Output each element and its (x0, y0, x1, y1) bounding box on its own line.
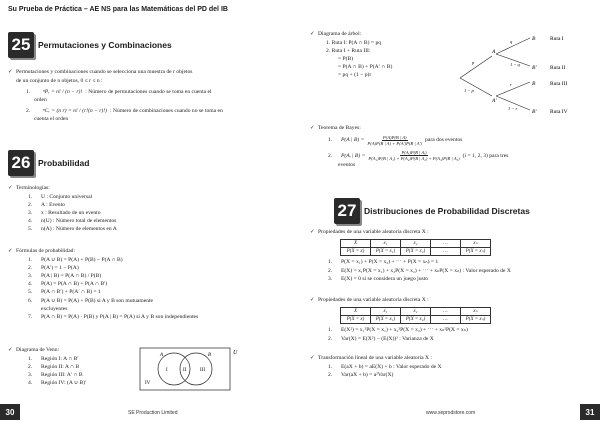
table-header-cell: X (341, 239, 371, 247)
page-header: Su Prueba de Práctica – AE NS para las Matemáticas del PD del IB (8, 6, 228, 13)
table-header-cell: X (341, 307, 371, 315)
route-ii: Ruta II (550, 65, 566, 71)
svg-text:B′: B′ (532, 109, 537, 115)
svg-text:B: B (532, 36, 536, 42)
route-iii: Ruta III (550, 81, 568, 87)
section-number-badge: 27 (334, 198, 360, 224)
permutations-block: ✓ Permutaciones y combinaciones cuando se selecciona una muestra de r objetos de un conjunto de n objetos, 0 ≤ r ≤ n : 1. ⁿPᵣ = n! / (n − r)! : Número de permutaciones cuando se toma en cuenta el orden 2. ⁿCᵣ = (n r) = n! / (r!(n − r)!) : Número de combinaciones cuando no se toma en cuenta el orden (8, 69, 223, 123)
distribution-table-2 (340, 307, 491, 325)
venn-region-item: 1. Región I: A ∩ B′ (28, 355, 79, 362)
discrete-properties-2: ✓ Propiedades de una variable aleatoria discreta X : X x₁ x₂ … xₙ P(X = x) P(X = x₁) P(X = x₂) … P(X = xₙ) 1. E(X²) = x₁²P(X = x₁) + x₂²P(X = x₂) + ⋯ + xₙ²P(X = xₙ) 2. Var(X) = E(X²) − (E(X))² : Varianza de X (310, 296, 595, 343)
store-url: www.seprodstore.com (426, 410, 476, 416)
check-icon: ✓ (8, 248, 13, 254)
table-header-cell: xₙ (461, 307, 491, 315)
check-icon: ✓ (310, 31, 315, 37)
terminology-item: 5. n(A) : Número de elementos en A (28, 226, 117, 233)
table-cell: … (431, 248, 461, 256)
transform-item: 1. E(aX + b) = aE(X) + b : Valor esperado de X (328, 363, 442, 370)
venn-region-i: I (166, 368, 168, 373)
table-cell: P(X = xₙ) (461, 316, 491, 324)
table-header-cell: x₁ (371, 307, 401, 315)
probability-formula-item: 7. P(A ∩ B) = P(A) · P(B) y P(A | B) = P(A) si A y B son independientes (28, 313, 199, 320)
section-title: Probabilidad (38, 158, 90, 168)
linear-transform-block: ✓ Transformación lineal de una variable aleatoria X : 1. E(aX + b) = aE(X) + b : Valor esperado de X 2. Var(aX + b) = a²Var(X) (310, 354, 595, 379)
venn-region-ii: II (183, 368, 187, 373)
discrete-properties-1: ✓ Propiedades de una variable aleatoria discreta X : X x₁ x₂ … xₙ P(X = x) P(X = x₁) P(X = x₂) … P(X = xₙ) 1. P(X = x₁) + P(X = x₂) + ⋯ + P(X = xₙ) = 1 2. E(X) = x₁P(X = x₁) + x₂P(X = x₂) + ⋯ + xₙP(X = xₙ) : Valor esperado de X 3. E(X) = 0 si se considera un juego justo (310, 228, 595, 283)
check-icon: ✓ (310, 229, 315, 235)
probability-formula-item: 3. P(A | B) = P(A ∩ B) / P(B) (28, 273, 102, 280)
section-27-heading (334, 198, 530, 224)
property-item: 2. Var(X) = E(X²) − (E(X))² : Varianza de X (328, 335, 434, 342)
table-cell: … (431, 316, 461, 324)
check-icon: ✓ (310, 125, 315, 131)
svg-text:A: A (492, 49, 496, 55)
svg-text:p: p (472, 60, 475, 65)
combination-formula: ⁿCᵣ = (n r) = n! / (r!(n − r)!) (43, 108, 108, 115)
table-cell: P(X = x₁) (371, 316, 401, 324)
svg-text:r: r (510, 82, 512, 87)
venn-region-item: 4. Región IV: (A ∪ B)′ (28, 380, 87, 387)
terminology-item: 2. A : Evento (28, 202, 65, 209)
table-cell: P(X = x₁) (371, 248, 401, 256)
section-number-badge: 25 (8, 32, 34, 58)
publisher: SE Production Limited (128, 410, 178, 416)
probability-formula-item: 2. P(A′) = 1 − P(A) (28, 265, 79, 272)
svg-text:1 − q: 1 − q (510, 62, 520, 67)
venn-block: ✓ Diagrama de Venn: 1. Región I: A ∩ B′ 2. Región II: A ∩ B 3. Región III: A′ ∩ B 4. Región IV: (A ∪ B)′ (8, 346, 138, 387)
check-icon: ✓ (8, 69, 13, 75)
bayes-block: ✓ Teorema de Bayes: 1. P(A | B) = $\frac{P(A)P(B | A)}{P(A)P(B | A) + P(A')P(B | A')}$ para dos eventos 2. P(Aᵢ | B) = $\frac{\text{P(Aᵢ)P(B | Aᵢ)}}{\text{P(A₁)P(B | A₁) + P(A₂)P(B | A₂) + P(A₃)P(B | A₃)}}$ (i = 1, 2, 3) para tres eventos (310, 125, 509, 169)
page-number-left: 30 (0, 404, 20, 420)
svg-text:A′: A′ (492, 98, 497, 104)
bayes-two-events-fraction: $\frac{P(A)P(B | A)}{P(A)P(B | A) + P(A')P(B | A')}$ (367, 134, 423, 147)
check-icon: ✓ (310, 297, 315, 303)
property-item: 3. E(X) = 0 si se considera un juego justo (328, 275, 429, 282)
section-26-heading (8, 150, 89, 176)
table-cell: P(X = x₂) (401, 248, 431, 256)
permutation-formula: ⁿPᵣ = n! / (n − r)! (43, 89, 83, 96)
check-icon: ✓ (310, 355, 315, 361)
venn-region-iii: III (200, 368, 205, 373)
probability-formula-item: 5. P(A ∩ B′) + P(A′ ∩ B) = 1 (28, 289, 101, 296)
route-iv: Ruta IV (550, 109, 568, 115)
venn-label-b: B (208, 353, 212, 358)
probability-formula-item: 4. P(A) = P(A ∩ B) + P(A ∩ B′) (28, 281, 108, 288)
table-cell: P(X = x) (341, 316, 371, 324)
check-icon: ✓ (8, 347, 13, 353)
svg-text:B: B (532, 81, 536, 87)
route-i: Ruta I (550, 36, 564, 42)
table-header-cell: x₂ (401, 307, 431, 315)
section-title: Distribuciones de Probabilidad Discretas (364, 206, 530, 216)
table-cell: P(X = xₙ) (461, 248, 491, 256)
tree-diagram (450, 30, 590, 116)
property-item: 1. E(X²) = x₁²P(X = x₁) + x₂²P(X = x₂) + ⋯ + xₙ²P(X = xₙ) (328, 327, 468, 334)
venn-diagram (138, 346, 238, 392)
venn-region-item: 3. Región III: A′ ∩ B (28, 372, 83, 379)
page-number-right: 31 (580, 404, 600, 420)
svg-text:q: q (510, 39, 513, 44)
probability-formula-item: 1. P(A ∪ B) = P(A) + P(B) − P(A ∩ B) (28, 256, 123, 263)
svg-text:B′: B′ (532, 65, 537, 71)
terminology-block: ✓ Terminologías: 1. U : Conjunto universal 2. A : Evento 3. x : Resultado de un evento 4. n(U) : Número total de elementos 5. n(A) : Número de elementos en A (8, 184, 293, 234)
property-item: 2. E(X) = x₁P(X = x₁) + x₂P(X = x₂) + ⋯ + xₙP(X = xₙ) : Valor esperado de X (328, 267, 511, 274)
svg-text:1 − p: 1 − p (464, 88, 474, 93)
probability-formula-item: excluyentes (41, 305, 68, 312)
table-header-cell: … (431, 307, 461, 315)
transform-item: 2. Var(aX + b) = a²Var(X) (328, 372, 394, 379)
table-cell: P(X = x₂) (401, 316, 431, 324)
table-header-cell: x₂ (401, 239, 431, 247)
probability-formulas-block: ✓ Fórmulas de probabilidad: 1. P(A ∪ B) = P(A) + P(B) − P(A ∩ B) 2. P(A′) = 1 − P(A) 3. P(A | B) = P(A ∩ B) / P(B) 4. P(A) = P(A ∩ B) + P(A ∩ B′) 5. P(A ∩ B′) + P(A′ ∩ B) = 1 6. P(A ∪ B) = P(A) + P(B) si A y B son mutuamente excluyentes 7. P(A ∩ B) = P(A) · P(B) y P(A | B) = P(A) si A y B son independientes (8, 247, 298, 321)
probability-formula-item: 6. P(A ∪ B) = P(A) + P(B) si A y B son mutuamente (28, 297, 154, 304)
svg-text:1 − r: 1 − r (508, 106, 518, 111)
table-header-cell: xₙ (461, 239, 491, 247)
table-header-cell: … (431, 239, 461, 247)
venn-region-iv: IV (145, 381, 151, 386)
venn-label-u: U (233, 350, 238, 356)
table-cell: P(X = x) (341, 248, 371, 256)
property-item: 1. P(X = x₁) + P(X = x₂) + ⋯ + P(X = xₙ) = 1 (328, 259, 439, 266)
bayes-three-events-fraction: $\frac{\text{P(Aᵢ)P(B | Aᵢ)}}{\text{P(A₁)P(B | A₁) + P(A₂)P(B | A₂) + P(A₃)P(B | A₃)}}$ (368, 150, 460, 162)
distribution-table-1 (340, 239, 491, 257)
venn-region-item: 2. Región II: A ∩ B (28, 364, 80, 371)
terminology-item: 3. x : Resultado de un evento (28, 210, 101, 217)
terminology-item: 1. U : Conjunto universal (28, 193, 93, 200)
table-header-cell: x₁ (371, 239, 401, 247)
venn-label-a: A (160, 353, 164, 358)
terminology-item: 4. n(U) : Número total de elementos (28, 218, 117, 225)
section-title: Permutaciones y Combinaciones (38, 40, 172, 50)
check-icon: ✓ (8, 185, 13, 191)
section-25-heading (8, 32, 172, 58)
section-number-badge: 26 (8, 150, 34, 176)
tree-block: ✓ Diagrama de árbol: 1. Ruta I: P(A ∩ B) = pq 2. Ruta I + Ruta III: = P(B) = P(A ∩ B) + P(A′ ∩ B) = pq + (1 − p)r (310, 31, 393, 79)
right-page (300, 0, 600, 424)
